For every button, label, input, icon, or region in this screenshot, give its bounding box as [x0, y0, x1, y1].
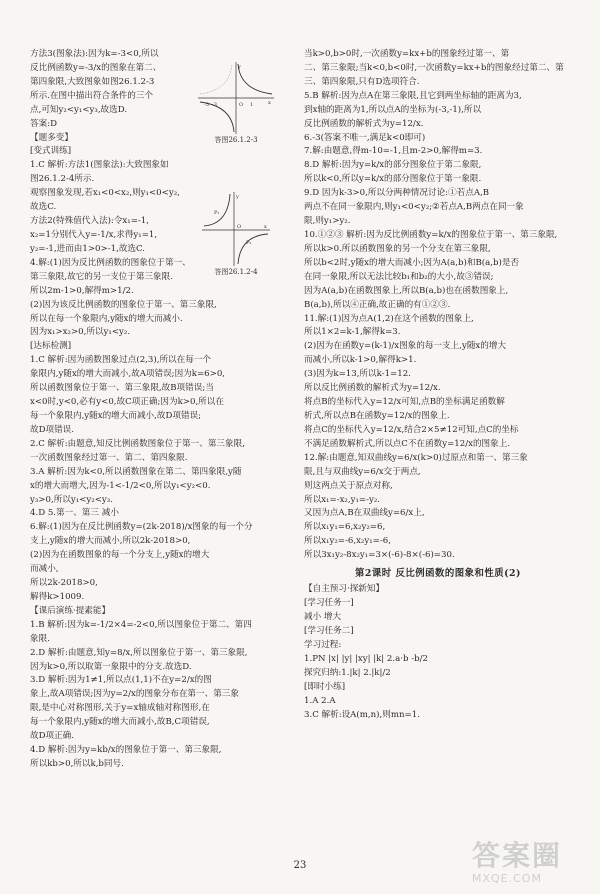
left-column-line: 因为x₁>x₂>0,所以y₁<y₂. [30, 327, 131, 338]
right-column-line: 不满足函数解析式,所以点C不在函数y=12/x的图象上. [304, 438, 511, 449]
right-column-after-line: 【自主预习·探新知】 [304, 584, 385, 595]
right-column-line: 8.D 解析:因为y=k/x的部分图象位于第二象限, [304, 160, 482, 171]
right-column-after-line: 学习过程: [304, 640, 342, 651]
right-column-line: 因为A(a,b)在函数图象上,所以B(a,b)也在函数图象上, [304, 285, 509, 296]
hyperbola-graph-3 [196, 60, 276, 136]
svg-text:O: O [239, 102, 244, 108]
right-column-after-line: 1.PN |x| |y| |xy| |k| 2.a·b -b/2 [304, 653, 428, 664]
left-column-line: 2.D 解析:由题意,知y=8/x,所以图象位于第一、第三象限, [30, 647, 248, 658]
right-column-line: 所以k>0.所以函数图象的另一个分支在第三象限, [304, 243, 491, 254]
left-column-line: 点,可知y₂<y₁<y₃,故选D. [30, 104, 128, 115]
right-column-line: 限,且与双曲线y=6/x交于两点, [304, 466, 421, 477]
right-column-line: 到x轴的距离为1,所以点A的坐标为(-3,-1),所以 [304, 104, 482, 115]
left-column-line: 故D项错误. [30, 424, 74, 435]
right-column-line: 反比例函数的解析式为y=12/x. [304, 118, 424, 129]
right-column-line: 所以1×2=k-1,解得k=3. [304, 327, 401, 338]
hyperbola-graph-4 [200, 190, 272, 268]
right-column-line: B(a,b),所以④正确,故正确的有①②③. [304, 299, 451, 310]
left-column-line: 1.C 解析:方法1(图象法):大致图象如 [30, 160, 169, 171]
left-column-line: 每一个象限内,y随x的增大而减小,故D项错误; [30, 410, 202, 421]
left-column-line: 第三象限,故它的另一支位于第三象限. [30, 271, 173, 282]
left-column-line: [达标检测] [30, 341, 72, 352]
right-column-line: 11.解:(1)因为点A(1,2)在这个函数的图象上, [304, 313, 474, 324]
left-column-line: 1.B 解析:因为k=-1/2×4=-2<0,所以图象位于第二、第四 [30, 619, 252, 630]
figure-26-1-2-4 [200, 190, 272, 278]
right-column-line: 5.B 解析:因为点A在第三象限,且它到两坐标轴的距离为3, [304, 90, 522, 101]
right-column-line: 所以反比例函数的解析式为y=12/x. [304, 383, 441, 394]
svg-text:y: y [236, 194, 239, 200]
right-column-line: 在同一象限,所以无法比较b₁和b₂的大小,故③错误; [304, 271, 494, 282]
right-column-line: (2)因为在函数y=(k-1)/x图象的每一支上,y随x的增大 [304, 341, 507, 352]
svg-text:x: x [268, 100, 271, 106]
svg-text:y: y [238, 64, 241, 70]
right-column-line: 所以3x₁y₂-8x₂y₁=3×(-6)-8×(-6)=30. [304, 550, 455, 561]
left-column-line: 所以kb>0,所以k,b同号. [30, 759, 124, 770]
right-column-line: 所以x₁y₁=6,x₂y₂=6, [304, 522, 386, 533]
left-column-line: 【课后演练·提素能】 [30, 605, 111, 616]
right-column-after-line: [学习任务二] [304, 626, 354, 637]
left-column-line: 所示.在图中描出符合条件的三个 [30, 90, 154, 101]
right-column-line: 三、第四象限,只有D选项符合. [304, 76, 420, 87]
left-column-line: 【题多变】 [30, 132, 73, 143]
watermark-logo [472, 839, 582, 888]
svg-text:P₁: P₁ [214, 210, 220, 216]
figure-caption-3: 答图26.1.2-3 [214, 136, 258, 144]
left-column-line: 故选C. [30, 202, 57, 213]
svg-text:x: x [264, 224, 267, 230]
svg-text:P₂: P₂ [246, 240, 252, 246]
left-column-line: 象限内,y随x的增大而减小,故A项错误;因为k=6>0, [30, 369, 226, 380]
right-column-part-b [304, 583, 572, 722]
left-column-line: 第四象限,大致图象如图26.1.2-3 [30, 76, 155, 87]
left-column-line: 3.A 解析:因为k<0,所以函数图象在第二、第四象限,y随 [30, 466, 242, 477]
right-column-part-a [304, 48, 572, 563]
right-column-line: 则这两点关于原点对称, [304, 480, 393, 491]
right-column-line: 二、第三象限;当k<0,b<0时,一次函数y=kx+b的图象经过第二、第 [304, 62, 564, 73]
right-column-line: 将点B的坐标代入y=12/x可知,点B的坐标满足函数解 [304, 397, 505, 408]
right-column-line: 而减小,所以k-1>0,解得k>1. [304, 355, 417, 366]
right-column-line: (3)因为k=13,所以k-1=12. [304, 369, 411, 380]
svg-text:-5: -5 [204, 102, 209, 108]
left-column-line: 故D项正确. [30, 731, 74, 742]
left-column-line: x的增大而增大,因为-1<-1/2<0,所以y₁<y₂<0. [30, 480, 211, 491]
left-column-line: 方法3(图象法):因为k=-3<0,所以 [30, 49, 159, 59]
figure-caption-4: 答图26.1.2-4 [214, 268, 258, 276]
left-column-line: 6.解:(1)因为在反比例函数y=(2k-2018)/x图象的每一个分 [30, 522, 253, 533]
left-column-line: 所以在每一个象限内,y随x的增大而减小. [30, 313, 183, 324]
left-column-line: 反比例函数y=-3/x的图象在第二、 [30, 62, 162, 73]
left-column-line: 而减小, [30, 564, 59, 575]
right-column-line: 7.解:由题意,得m-10=-1,且m-2>0,解得m=3. [304, 146, 483, 157]
right-column-after-line: 探究归纳:1.|k| 2.|k|/2 [304, 667, 391, 678]
left-column [30, 48, 298, 772]
right-column-line: 当k>0,b>0时,一次函数y=kx+b的图象经过第一、第 [304, 49, 510, 59]
right-column-line: 所以k<0,所以y=k/x的部分图象位于第一象限. [304, 174, 482, 185]
left-column-line: 4.解:(1)因为反比例函数的图象位于第一、 [30, 257, 191, 268]
right-column-line: 将点C的坐标代入y=12/x,结合2×5≠12可知,点C的坐标 [304, 424, 519, 435]
left-column-line: (2)因为在函数图象的每一个分支上,y随x的增大 [30, 550, 210, 561]
left-column-line: 观察图象发现,若x₁<0<x₂,则y₁<0<y₂, [30, 188, 180, 199]
svg-text:O: O [237, 224, 242, 230]
left-column-line: 每一个象限内,y随x的增大而减小,故B,C项错误, [30, 717, 210, 728]
right-column-line: 限,则y₁>y₂. [304, 216, 351, 227]
left-column-line: 3.D 解析:因为1≠1,所以点(1,1)不在y=2/x的图 [30, 675, 212, 686]
left-column-line: 图26.1.2-4所示. [30, 174, 95, 185]
left-column-line: 1.C 解析:因为函数图象过点(2,3),所以在每一个 [30, 355, 212, 366]
left-column-line: 4.D 解析:因为y=kb/x的图象位于第一、第三象限, [30, 745, 222, 756]
right-column-line: 所以b<2时,y随x的增大而减小;因为A(a,b)和B(a,b)是否 [304, 257, 520, 268]
svg-text:1: 1 [250, 102, 254, 108]
svg-text:-3: -3 [212, 102, 217, 108]
right-column-after-line: 3.C 解析:设A(m,n),则mn=1. [304, 709, 420, 720]
left-column-line: x₂=1分别代入y=-1/x,求得y₁=1, [30, 229, 158, 240]
right-column-line: 析式,所以点B在函数y=12/x的图象上. [304, 410, 450, 421]
left-column-line: 象上,故A项错误;因为y=2/x的图象分布在第一、第三象 [30, 689, 239, 700]
left-column-line: y₂=-1,进而由1>0>-1,故选C. [30, 243, 146, 254]
left-column-line: y₃>0,所以y₁<y₂<y₃. [30, 494, 113, 505]
right-column [304, 48, 572, 723]
left-column-line: 方法2(特殊值代入法):令x₁=-1, [30, 216, 150, 227]
right-column-after-line: [即时小练] [304, 681, 346, 692]
right-column-line: 9.D 因为k-3>0,所以分两种情况讨论:①若点A,B [304, 188, 490, 199]
right-column-after-line: 减小 增大 [304, 612, 342, 623]
right-column-after-line: [学习任务一] [304, 598, 354, 609]
left-column-line: 因为k>0,所以取第一象限中的分支.故选D. [30, 661, 192, 672]
left-column-line: 一次函数图象经过第一、第二、第四象限. [30, 452, 188, 463]
left-column-line: 所以2m-1>0,解得m>1/2. [30, 285, 134, 296]
figure-26-1-2-3 [196, 60, 276, 146]
page-number: 23 [293, 860, 307, 871]
left-column-line: 限,是中心对称图形,关于y=x轴成轴对称图形,在 [30, 703, 210, 714]
right-column-line: 6.-3(答案不唯一,满足k<0即可) [304, 132, 426, 143]
left-column-line: 答案:D [30, 118, 57, 129]
section-title: 第2课时 反比例函数的图象和性质(2) [355, 568, 521, 580]
right-column-line: 所以x₁y₂=-6,x₂y₁=-6, [304, 536, 391, 547]
right-column-after-line: 1.A 2.A [304, 695, 336, 706]
left-column-line: (2)因为该反比例函数的图象位于第一、第三象限, [30, 299, 217, 310]
left-column-line: x<0时,y<0,必有y<0,故C项正确;因为k>0,所以在 [30, 397, 224, 408]
right-column-line: 又因为点A,B在双曲线y=6/x上, [304, 508, 425, 519]
right-column-line: 12.解:由题意,知双曲线y=6/x(k>0)过原点和第一、第三象 [304, 452, 528, 463]
right-column-line: 10.①②③ 解析:因为反比例函数y=k/x的图象位于第一、第三象限, [304, 229, 558, 240]
watermark-title: 答案圈 [472, 839, 563, 872]
left-column-line: 2.C 解析:由题意,知反比例函数图象位于第一、第三象限, [30, 438, 245, 449]
right-column-line: 所以x₁=-x₂,y₁=-y₂. [304, 494, 381, 505]
left-column-line: [变式训练] [30, 146, 72, 157]
left-column-line: 所以2k-2018>0, [30, 578, 98, 589]
watermark-subtitle: MXQE.COM [472, 872, 542, 885]
right-column-line: 两点不在同一象限内,则y₁<0<y₂;②若点A,B两点在同一象 [304, 202, 524, 213]
left-column-line: 支上,y随x的增大而减小,所以2k-2018>0, [30, 536, 191, 547]
left-column-line: 4.D 5.第一、第三 减小 [30, 508, 119, 519]
left-column-line: 象限. [30, 633, 50, 644]
left-column-line: 解得k>1009. [30, 591, 85, 602]
left-column-line: 所以函数图象位于第一、第三象限,故B项错误;当 [30, 383, 214, 394]
